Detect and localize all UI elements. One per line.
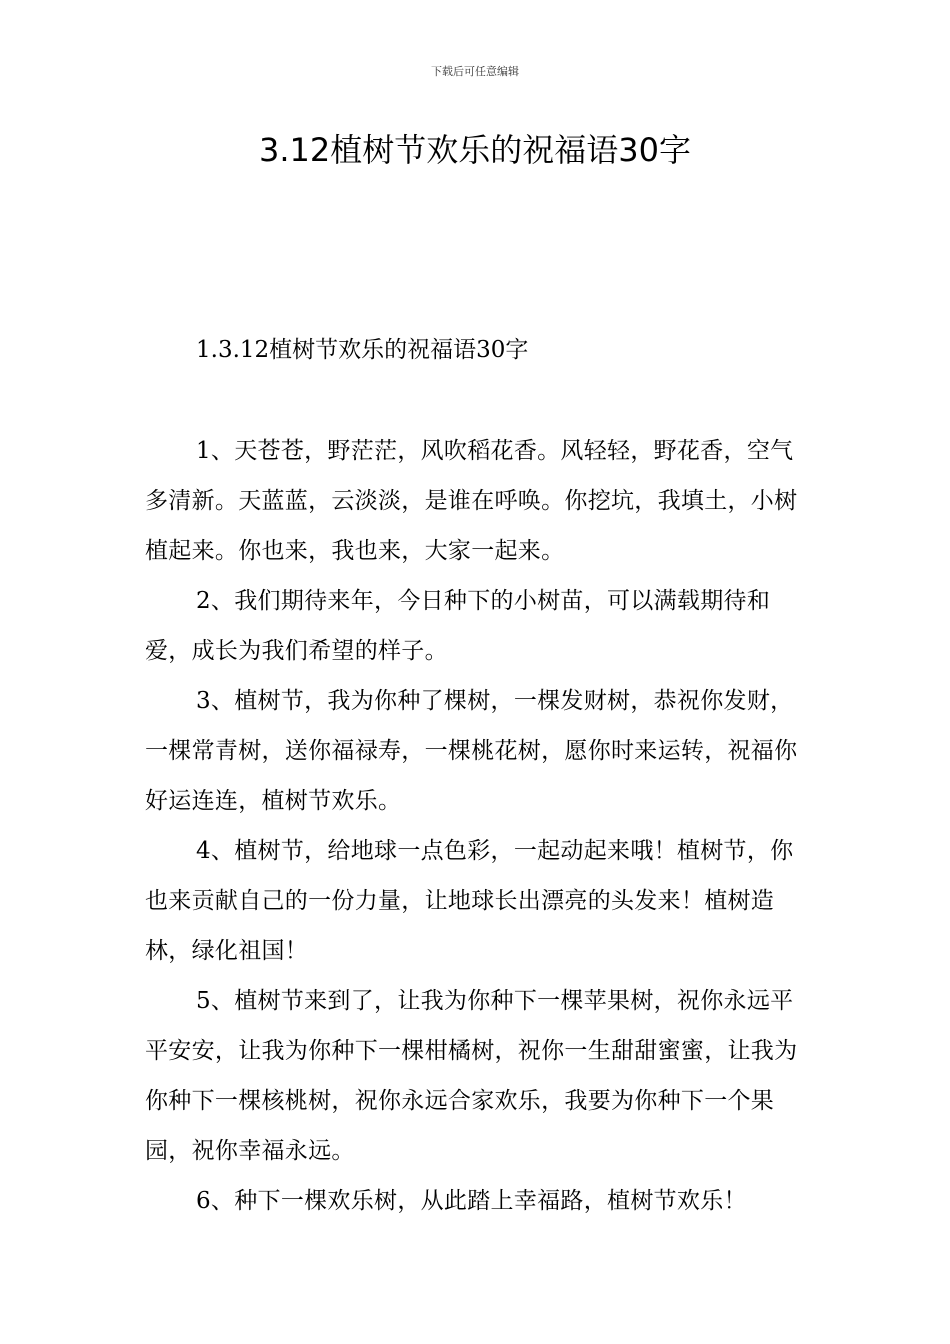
header-note: 下载后可任意编辑 [431,65,519,78]
paragraph-3: 3、植树节，我为你种了棵树，一棵发财树，恭祝你发财，一棵常青树，送你福禄寿，一棵桃花树，愿你时来运转，祝福你好运连连，植树节欢乐。 [145,688,798,814]
section-heading: 1.3.12植树节欢乐的祝福语30字 [196,337,529,363]
paragraph-4: 4、植树节，给地球一点色彩，一起动起来哦！植树节，你也来贡献自己的一份力量，让地球长出漂亮的头发来！植树造林，绿化祖国！ [145,838,794,964]
paragraph-2: 2、我们期待来年，今日种下的小树苗，可以满载期待和爱，成长为我们希望的样子。 [145,588,771,664]
paragraph-6: 6、种下一棵欢乐树，从此踏上幸福路，植树节欢乐！ [196,1188,747,1214]
body-text [145,426,810,1226]
document-title: 3.12植树节欢乐的祝福语30字 [259,131,691,169]
paragraph-1: 1、天苍苍，野茫茫，风吹稻花香。风轻轻，野花香，空气多清新。天蓝蓝，云淡淡，是谁在呼唤。你挖坑，我填土，小树植起来。你也来，我也来，大家一起来。 [145,438,798,564]
paragraph-5: 5、植树节来到了，让我为你种下一棵苹果树，祝你永远平平安安，让我为你种下一棵柑橘树，祝你一生甜甜蜜蜜，让我为你种下一棵核桃树，祝你永远合家欢乐，我要为你种下一个果园，祝你幸福永远。 [145,988,798,1164]
